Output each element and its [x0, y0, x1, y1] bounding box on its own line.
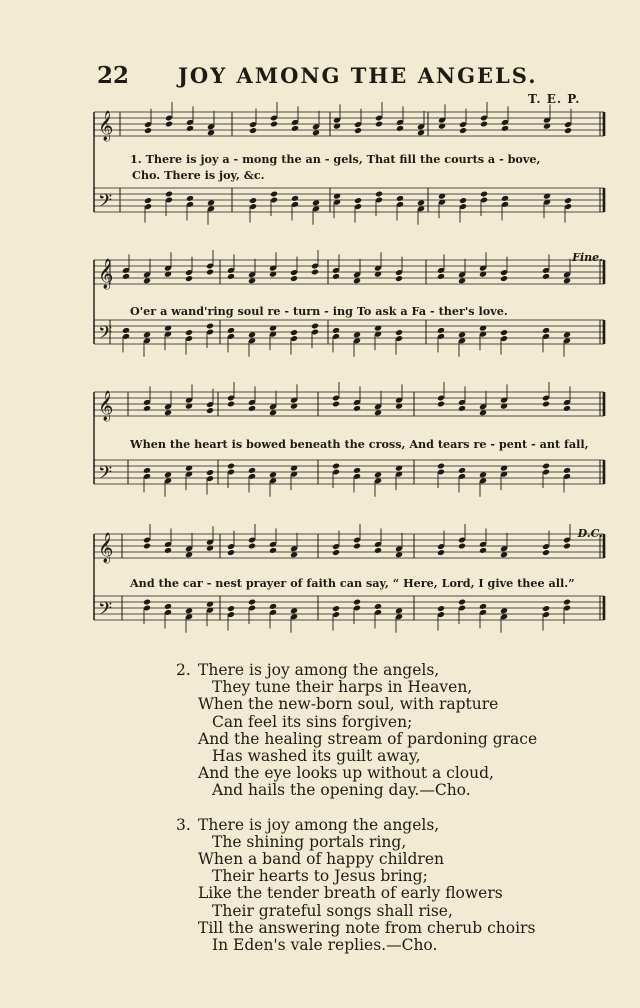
svg-text:𝄞: 𝄞 [98, 391, 114, 421]
composer-credit: T. E. P. [528, 92, 581, 106]
lyric-line: 1. There is joy a - mong the an - gels, That fill the courts a - bove, [130, 152, 541, 166]
svg-text:𝄢: 𝄢 [98, 191, 113, 216]
verses [176, 662, 536, 971]
verse-line: And the healing stream of pardoning grace [198, 729, 538, 748]
music-system-3 [94, 388, 607, 516]
svg-text:𝄞: 𝄞 [98, 533, 114, 563]
svg-text:𝄞: 𝄞 [98, 259, 114, 289]
lyric-line: Cho. There is joy, &c. [132, 168, 265, 182]
stanza-number: 2. [176, 661, 191, 679]
fine-mark: Fine. [572, 251, 603, 264]
verse-line: The shining portals ring, [212, 832, 407, 851]
svg-text:𝄞: 𝄞 [98, 111, 114, 141]
verse-line: Has washed its guilt away, [212, 747, 421, 766]
svg-text:𝄢: 𝄢 [98, 463, 113, 488]
verse-line: In Eden's vale replies.—Cho. [212, 936, 438, 955]
dc-mark: D.C. [577, 527, 603, 540]
verse-line: When the new-born soul, with rapture [198, 695, 499, 714]
verse-line: And the eye looks up without a cloud, [198, 764, 494, 783]
verse-line: They tune their harps in Heaven, [212, 678, 473, 697]
lyric-line: When the heart is bowed beneath the cross, And tears re - pent - ant fall, [130, 437, 589, 451]
staff-notation [94, 388, 607, 516]
verse-line: Their hearts to Jesus bring; [212, 867, 428, 886]
stanza-number: 3. [176, 815, 191, 834]
page-title: JOY AMONG THE ANGELS. [178, 63, 538, 88]
verse-line: And hails the opening day.—Cho. [212, 781, 471, 800]
svg-text:𝄢: 𝄢 [98, 599, 113, 624]
lyric-line: O'er a wand'ring soul re - turn - ing To ask a Fa - ther's love. [130, 304, 508, 318]
verse-line: When a band of happy children [198, 850, 444, 869]
music-system-1 [94, 108, 607, 250]
verse-line: Till the answering note from cherub choirs [198, 918, 536, 937]
verse-line: Can feel its sins forgiven; [212, 712, 413, 731]
verse-line: There is joy among the angels, [198, 815, 440, 834]
lyric-line: And the car - nest prayer of faith can say, “ Here, Lord, I give thee all.” [130, 576, 575, 590]
stanza-2 [176, 662, 536, 800]
svg-text:𝄢: 𝄢 [98, 323, 113, 348]
page-number: 22 [97, 62, 130, 89]
music-system-4 [94, 524, 607, 652]
verse-line: Like the tender breath of early flowers [198, 884, 503, 903]
verse-line: There is joy among the angels, [198, 661, 440, 679]
music-system-2 [94, 248, 607, 376]
stanza-3 [176, 817, 536, 955]
verse-line: Their grateful songs shall rise, [212, 901, 453, 920]
